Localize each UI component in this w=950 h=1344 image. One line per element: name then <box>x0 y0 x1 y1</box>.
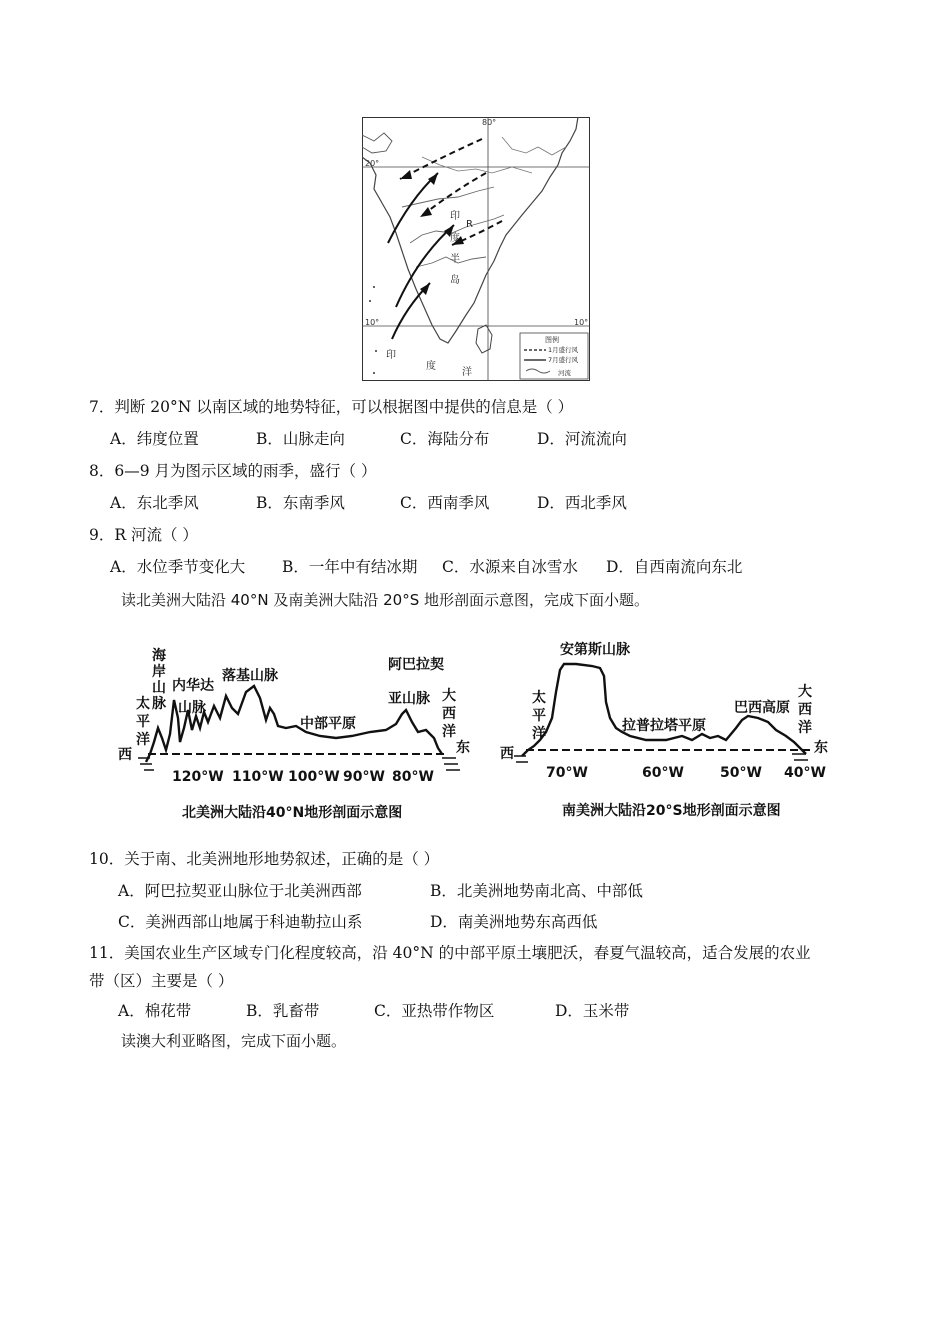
na-appalachian-2: 亚山脉 <box>388 691 430 707</box>
sa-andes: 安第斯山脉 <box>560 642 630 658</box>
na-coast-4: 脉 <box>152 696 166 712</box>
legend-title: 图例 <box>545 336 559 344</box>
q7-option-c[interactable]: C．海陆分布 <box>400 430 490 448</box>
label-sea-yin: 印 <box>386 350 396 361</box>
q7-option-b[interactable]: B．山脉走向 <box>256 430 345 448</box>
sa-atlantic-1: 大 <box>798 684 812 700</box>
na-east-label: 东 <box>456 740 470 756</box>
q11-option-a[interactable]: A．棉花带 <box>118 1002 192 1020</box>
q7-stem: 7．判断 20°N 以南区域的地势特征，可以根据图中提供的信息是（ ） <box>89 398 574 416</box>
sa-west-label: 西 <box>500 746 514 762</box>
lat-10-right-label: 10° <box>574 318 589 327</box>
sa-tick-40w: 40°W <box>784 765 826 781</box>
q11-stem-line2: 带（区）主要是（ ） <box>89 972 234 990</box>
q7-options <box>110 428 670 450</box>
sa-tick-70w: 70°W <box>546 765 588 781</box>
na-tick-100w: 100°W <box>288 769 340 785</box>
sa-atlantic-3: 洋 <box>798 720 812 736</box>
q10-option-b[interactable]: B．北美洲地势南北高、中部低 <box>430 882 643 900</box>
sa-la-plata: 拉普拉塔平原 <box>622 718 706 734</box>
sa-tick-50w: 50°W <box>720 765 762 781</box>
q9-option-a[interactable]: A．水位季节变化大 <box>110 558 246 576</box>
sa-pacific-2: 平 <box>532 708 546 724</box>
sa-east-label: 东 <box>814 740 828 756</box>
sa-tick-60w: 60°W <box>642 765 684 781</box>
na-caption: 北美洲大陆沿40°N地形剖面示意图 <box>182 805 403 821</box>
label-sea-du: 度 <box>426 361 436 372</box>
sa-pacific-3: 洋 <box>532 726 546 742</box>
na-tick-90w: 90°W <box>343 769 385 785</box>
lon-80-label: 80° <box>482 118 497 127</box>
q11-stem-line1: 11．美国农业生产区域专门化程度较高，沿 40°N 的中部平原土壤肥沃，春夏气温较高，适合发展的农业 <box>89 944 811 962</box>
q8-options <box>110 492 670 514</box>
q9-stem: 9．R 河流（ ） <box>89 526 198 544</box>
map-legend <box>520 333 588 379</box>
q10-options-row2 <box>118 911 718 933</box>
label-ban: 半 <box>450 254 460 265</box>
na-atlantic-2: 西 <box>442 706 456 722</box>
legend-jan-wind: 1月盛行风 <box>548 346 579 354</box>
na-nevada-2: 山脉 <box>178 700 206 716</box>
lead-profiles: 读北美洲大陆沿 40°N 及南美洲大陆沿 20°S 地形剖面示意图，完成下面小题。 <box>121 591 649 609</box>
na-pacific-3: 洋 <box>136 732 150 748</box>
q8-option-d[interactable]: D．西北季风 <box>537 494 627 512</box>
q10-stem: 10．关于南、北美洲地形地势叙述，正确的是（ ） <box>89 850 440 868</box>
q7-option-a[interactable]: A．纬度位置 <box>110 430 199 448</box>
island-dot <box>373 286 375 288</box>
na-nevada-1: 内华达 <box>172 678 214 694</box>
na-tick-80w: 80°W <box>392 769 434 785</box>
na-coast-1: 海 <box>152 648 166 664</box>
label-sea-yang: 洋 <box>462 367 472 378</box>
q10-option-c[interactable]: C．美洲西部山地属于科迪勒拉山系 <box>118 913 363 931</box>
sa-atlantic-2: 西 <box>798 702 812 718</box>
legend-jul-wind: 7月盛行风 <box>548 356 579 364</box>
q10-option-a[interactable]: A．阿巴拉契亚山脉位于北美洲西部 <box>118 882 362 900</box>
na-tick-120w: 120°W <box>172 769 224 785</box>
label-du: 度 <box>450 233 460 244</box>
south-america-profile <box>496 632 834 830</box>
island-dot <box>375 350 377 352</box>
q7-option-d[interactable]: D．河流流向 <box>537 430 627 448</box>
legend-river: 河流 <box>558 369 571 377</box>
na-central-plain: 中部平原 <box>300 716 356 732</box>
sa-brazil: 巴西高原 <box>734 700 790 716</box>
island-dot <box>373 372 375 374</box>
na-tick-110w: 110°W <box>232 769 284 785</box>
india-monsoon-map <box>362 117 590 381</box>
q9-option-b[interactable]: B．一年中有结冰期 <box>282 558 418 576</box>
na-pacific-1: 太 <box>136 696 150 712</box>
na-atlantic-1: 大 <box>442 688 456 704</box>
q10-option-d[interactable]: D．南美洲地势东高西低 <box>430 913 598 931</box>
lat-10-label: 10° <box>365 318 380 327</box>
na-atlantic-3: 洋 <box>442 724 456 740</box>
label-r: R <box>466 219 473 230</box>
q9-option-c[interactable]: C．水源来自冰雪水 <box>442 558 578 576</box>
q11-option-d[interactable]: D．玉米带 <box>555 1002 630 1020</box>
na-pacific-2: 平 <box>136 714 150 730</box>
q8-stem: 8．6—9 月为图示区域的雨季，盛行（ ） <box>89 462 377 480</box>
q9-option-d[interactable]: D．自西南流向东北 <box>606 558 743 576</box>
label-dao: 岛 <box>450 275 460 286</box>
q8-option-b[interactable]: B．东南季风 <box>256 494 345 512</box>
na-rocky: 落基山脉 <box>222 668 278 684</box>
q8-option-a[interactable]: A．东北季风 <box>110 494 199 512</box>
na-coast-2: 岸 <box>152 664 166 680</box>
q11-option-c[interactable]: C．亚热带作物区 <box>374 1002 495 1020</box>
island-dot <box>369 300 371 302</box>
na-west-label: 西 <box>118 747 132 763</box>
q9-options <box>110 556 770 578</box>
q8-option-c[interactable]: C．西南季风 <box>400 494 490 512</box>
na-appalachian-1: 阿巴拉契 <box>388 657 444 673</box>
q10-options-row1 <box>118 880 718 902</box>
na-coast-3: 山 <box>152 680 166 696</box>
label-yin: 印 <box>450 211 460 222</box>
sa-caption: 南美洲大陆沿20°S地形剖面示意图 <box>562 803 781 819</box>
lat-20-label: 20° <box>365 159 380 168</box>
q11-options <box>118 1000 718 1022</box>
sa-pacific-1: 太 <box>532 690 546 706</box>
q11-option-b[interactable]: B．乳畜带 <box>246 1002 320 1020</box>
north-america-profile <box>116 638 474 830</box>
lead-australia: 读澳大利亚略图，完成下面小题。 <box>121 1032 347 1050</box>
